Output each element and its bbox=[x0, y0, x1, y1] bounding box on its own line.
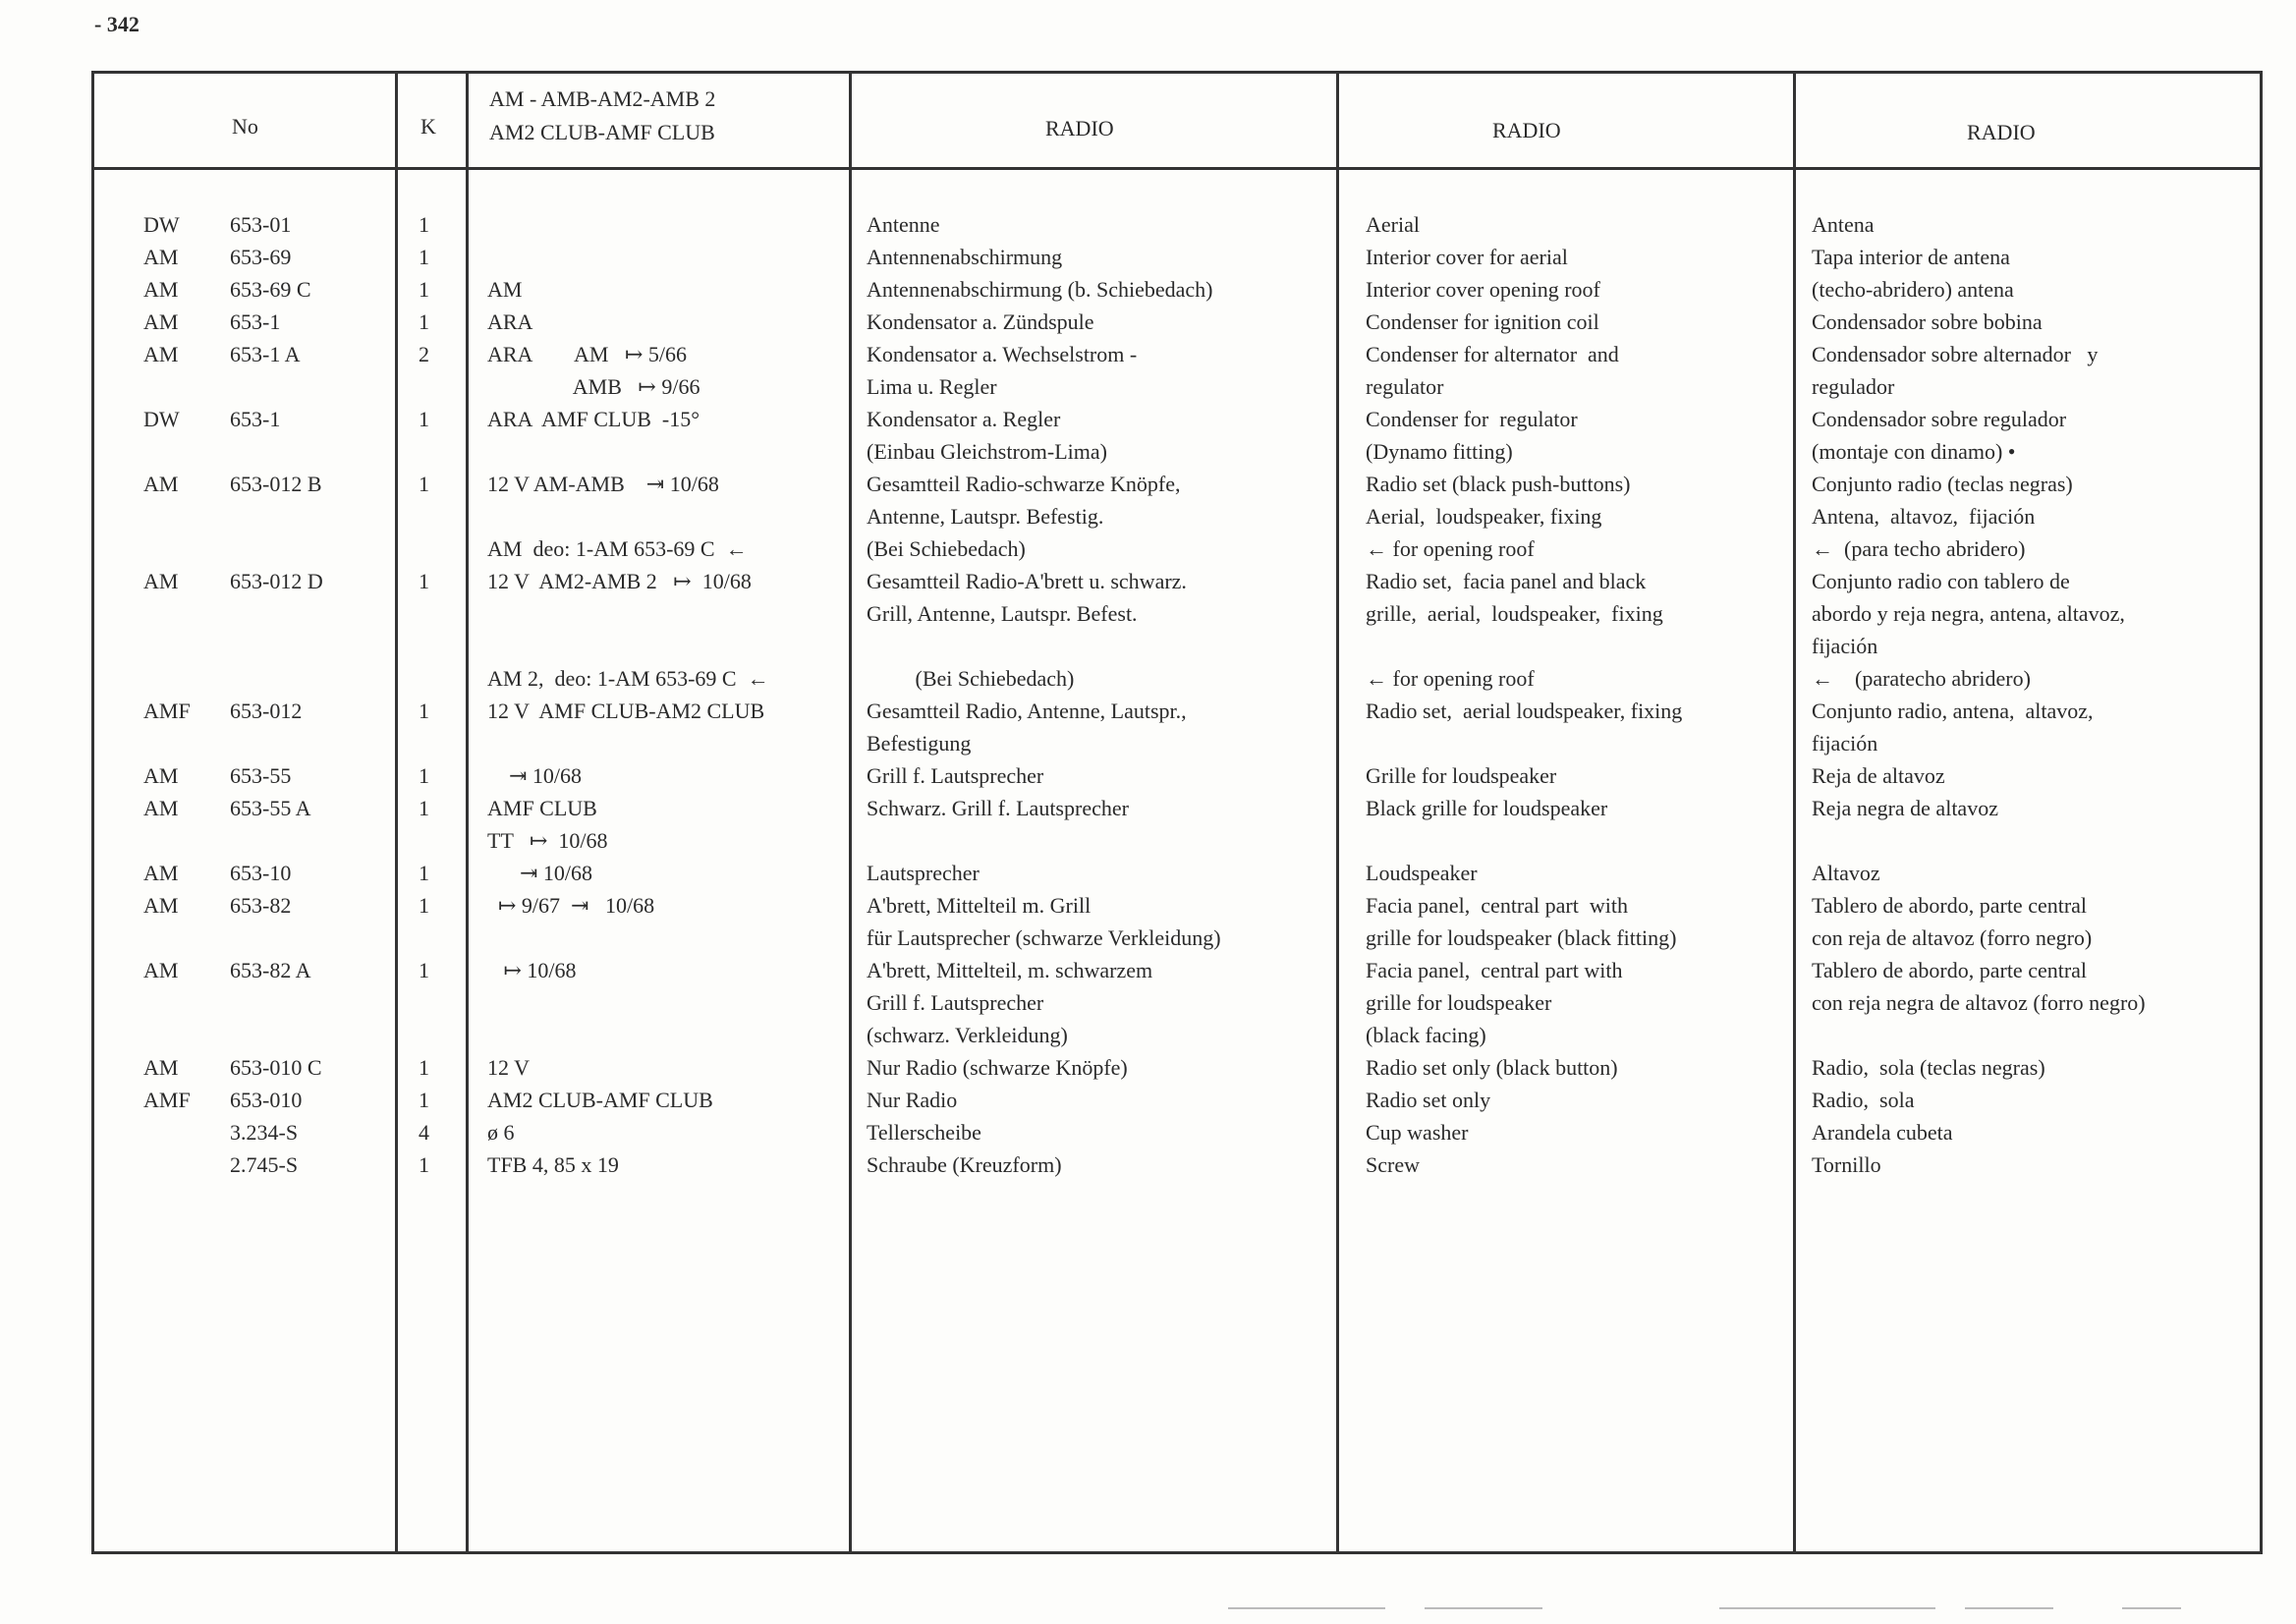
german-description-cell: Antennenabschirmung bbox=[867, 245, 1063, 269]
models-cell: ⇥ 10/68 bbox=[487, 861, 593, 885]
part-number-cell: 653-010 C bbox=[230, 1055, 322, 1080]
quantity-cell: 1 bbox=[419, 763, 429, 788]
prefix-cell: AM bbox=[143, 958, 179, 982]
english-description-cell: Cup washer bbox=[1366, 1120, 1469, 1145]
quantity-cell: 1 bbox=[419, 1088, 429, 1112]
spanish-description-cell: regulador bbox=[1812, 374, 1895, 399]
spanish-description-cell: Radio, sola bbox=[1812, 1088, 1915, 1112]
header-radio-german: RADIO bbox=[1045, 116, 1114, 140]
models-cell: AM bbox=[487, 277, 523, 302]
english-description-cell: grille for loudspeaker (black fitting) bbox=[1366, 925, 1677, 950]
scan-artifact bbox=[1965, 1607, 2053, 1609]
quantity-cell: 1 bbox=[419, 796, 429, 820]
part-number-cell: 653-010 bbox=[230, 1088, 303, 1112]
english-description-cell: Condenser for ignition coil bbox=[1366, 309, 1599, 334]
models-cell: ⇥ 10/68 bbox=[487, 763, 583, 788]
scan-artifact bbox=[1425, 1607, 1542, 1609]
spanish-description-cell: Condensador sobre regulador bbox=[1812, 407, 2067, 431]
column-divider-models-german bbox=[849, 71, 852, 1554]
spanish-description-cell: ← (para techo abridero) bbox=[1812, 536, 2026, 561]
spanish-description-cell: Reja de altavoz bbox=[1812, 763, 1945, 788]
prefix-cell: AMF bbox=[143, 699, 191, 723]
header-k: K bbox=[420, 114, 436, 139]
quantity-cell: 4 bbox=[419, 1120, 429, 1145]
prefix-cell: AM bbox=[143, 796, 179, 820]
scan-artifact bbox=[2122, 1607, 2181, 1609]
prefix-cell: AM bbox=[143, 569, 179, 593]
models-cell: AMF CLUB bbox=[487, 796, 597, 820]
german-description-cell: Nur Radio (schwarze Knöpfe) bbox=[867, 1055, 1128, 1080]
english-description-cell: (Dynamo fitting) bbox=[1366, 439, 1513, 464]
german-description-cell: Antenne bbox=[867, 212, 940, 237]
german-description-cell: Kondensator a. Regler bbox=[867, 407, 1061, 431]
column-divider-k-models bbox=[466, 71, 469, 1554]
models-cell: ARA AM ↦ 5/66 bbox=[487, 342, 688, 366]
german-description-cell: Nur Radio bbox=[867, 1088, 958, 1112]
english-description-cell: ← for opening roof bbox=[1366, 666, 1535, 691]
quantity-cell: 1 bbox=[419, 309, 429, 334]
column-divider-no-k bbox=[395, 71, 398, 1554]
quantity-cell: 1 bbox=[419, 277, 429, 302]
english-description-cell: Radio set, facia panel and black bbox=[1366, 569, 1647, 593]
part-number-cell: 653-1 A bbox=[230, 342, 301, 366]
english-description-cell: grille for loudspeaker bbox=[1366, 990, 1552, 1015]
scan-artifact bbox=[1719, 1607, 1935, 1609]
german-description-cell: Gesamtteil Radio-A'brett u. schwarz. bbox=[867, 569, 1187, 593]
german-description-cell: (Einbau Gleichstrom-Lima) bbox=[867, 439, 1107, 464]
models-cell: 12 V AM2-AMB 2 ↦ 10/68 bbox=[487, 569, 752, 593]
prefix-cell: AM bbox=[143, 763, 179, 788]
spanish-description-cell: (techo-abridero) antena bbox=[1812, 277, 2014, 302]
spanish-description-cell: Radio, sola (teclas negras) bbox=[1812, 1055, 2045, 1080]
prefix-cell: AM bbox=[143, 861, 179, 885]
english-description-cell: Aerial bbox=[1366, 212, 1420, 237]
header-no: No bbox=[232, 114, 258, 139]
german-description-cell: für Lautsprecher (schwarze Verkleidung) bbox=[867, 925, 1221, 950]
english-description-cell: Aerial, loudspeaker, fixing bbox=[1366, 504, 1602, 529]
german-description-cell: Kondensator a. Wechselstrom - bbox=[867, 342, 1138, 366]
part-number-cell: 653-10 bbox=[230, 861, 292, 885]
prefix-cell: DW bbox=[143, 407, 180, 431]
spanish-description-cell: (montaje con dinamo) • bbox=[1812, 439, 2016, 464]
models-cell: AM deo: 1-AM 653-69 C ← bbox=[487, 536, 748, 561]
quantity-cell: 1 bbox=[419, 861, 429, 885]
prefix-cell: AMF bbox=[143, 1088, 191, 1112]
spanish-description-cell: Arandela cubeta bbox=[1812, 1120, 1953, 1145]
scan-artifact bbox=[1228, 1607, 1385, 1609]
spanish-description-cell: Conjunto radio (teclas negras) bbox=[1812, 472, 2073, 496]
german-description-cell: Lima u. Regler bbox=[867, 374, 997, 399]
spanish-description-cell: con reja negra de altavoz (forro negro) bbox=[1812, 990, 2146, 1015]
quantity-cell: 1 bbox=[419, 569, 429, 593]
german-description-cell: Schraube (Kreuzform) bbox=[867, 1152, 1062, 1177]
english-description-cell: Facia panel, central part with bbox=[1366, 958, 1623, 982]
models-cell: ø 6 bbox=[487, 1120, 515, 1145]
part-number-cell: 3.234-S bbox=[230, 1120, 299, 1145]
english-description-cell: Grille for loudspeaker bbox=[1366, 763, 1557, 788]
german-description-cell: Befestigung bbox=[867, 731, 972, 756]
header-separator bbox=[91, 167, 2263, 170]
quantity-cell: 1 bbox=[419, 893, 429, 918]
spanish-description-cell: Altavoz bbox=[1812, 861, 1880, 885]
german-description-cell: Schwarz. Grill f. Lautsprecher bbox=[867, 796, 1129, 820]
english-description-cell: Black grille for loudspeaker bbox=[1366, 796, 1608, 820]
quantity-cell: 1 bbox=[419, 1152, 429, 1177]
models-cell: 12 V AMF CLUB-AM2 CLUB bbox=[487, 699, 765, 723]
german-description-cell: Tellerscheibe bbox=[867, 1120, 981, 1145]
spanish-description-cell: fijación bbox=[1812, 731, 1878, 756]
header-models-line2: AM2 CLUB-AMF CLUB bbox=[489, 120, 715, 144]
header-radio-english: RADIO bbox=[1492, 118, 1561, 142]
part-number-cell: 653-1 bbox=[230, 407, 281, 431]
part-number-cell: 653-012 bbox=[230, 699, 303, 723]
column-divider-english-spanish bbox=[1793, 71, 1796, 1554]
models-cell: ↦ 10/68 bbox=[487, 958, 577, 982]
models-cell: 12 V bbox=[487, 1055, 530, 1080]
english-description-cell: Radio set, aerial loudspeaker, fixing bbox=[1366, 699, 1683, 723]
english-description-cell: Facia panel, central part with bbox=[1366, 893, 1628, 918]
spanish-description-cell: Condensador sobre bobina bbox=[1812, 309, 2043, 334]
spanish-description-cell: abordo y reja negra, antena, altavoz, bbox=[1812, 601, 2125, 626]
spanish-description-cell: Conjunto radio, antena, altavoz, bbox=[1812, 699, 2094, 723]
prefix-cell: AM bbox=[143, 277, 179, 302]
quantity-cell: 1 bbox=[419, 212, 429, 237]
german-description-cell: Antennenabschirmung (b. Schiebedach) bbox=[867, 277, 1213, 302]
german-description-cell: A'brett, Mittelteil m. Grill bbox=[867, 893, 1092, 918]
models-cell: ARA bbox=[487, 309, 533, 334]
german-description-cell: Grill f. Lautsprecher bbox=[867, 763, 1044, 788]
english-description-cell: Interior cover for aerial bbox=[1366, 245, 1568, 269]
prefix-cell: AM bbox=[143, 309, 179, 334]
column-divider-german-english bbox=[1336, 71, 1339, 1554]
header-models-line1: AM - AMB-AM2-AMB 2 bbox=[489, 86, 716, 111]
english-description-cell: Radio set only bbox=[1366, 1088, 1491, 1112]
english-description-cell: Interior cover opening roof bbox=[1366, 277, 1600, 302]
part-number-cell: 653-82 bbox=[230, 893, 292, 918]
english-description-cell: Radio set only (black button) bbox=[1366, 1055, 1618, 1080]
english-description-cell: Radio set (black push-buttons) bbox=[1366, 472, 1631, 496]
english-description-cell: regulator bbox=[1366, 374, 1444, 399]
prefix-cell: AM bbox=[143, 1055, 179, 1080]
models-cell: ARA AMF CLUB -15° bbox=[487, 407, 700, 431]
german-description-cell: Gesamtteil Radio, Antenne, Lautspr., bbox=[867, 699, 1187, 723]
spanish-description-cell: Condensador sobre alternador y bbox=[1812, 342, 2099, 366]
part-number-cell: 653-012 B bbox=[230, 472, 322, 496]
spanish-description-cell: Conjunto radio con tablero de bbox=[1812, 569, 2070, 593]
quantity-cell: 2 bbox=[419, 342, 429, 366]
quantity-cell: 1 bbox=[419, 472, 429, 496]
spanish-description-cell: Tablero de abordo, parte central bbox=[1812, 893, 2088, 918]
english-description-cell: (black facing) bbox=[1366, 1023, 1486, 1047]
english-description-cell: Screw bbox=[1366, 1152, 1420, 1177]
spanish-description-cell: fijación bbox=[1812, 634, 1878, 658]
models-cell: TT ↦ 10/68 bbox=[487, 828, 608, 853]
german-description-cell: Antenne, Lautspr. Befestig. bbox=[867, 504, 1104, 529]
quantity-cell: 1 bbox=[419, 245, 429, 269]
german-description-cell: Lautsprecher bbox=[867, 861, 980, 885]
prefix-cell: AM bbox=[143, 472, 179, 496]
english-description-cell: Condenser for regulator bbox=[1366, 407, 1578, 431]
spanish-description-cell: Tornillo bbox=[1812, 1152, 1881, 1177]
spanish-description-cell: Tablero de abordo, parte central bbox=[1812, 958, 2088, 982]
part-number-cell: 653-69 bbox=[230, 245, 292, 269]
spanish-description-cell: Reja negra de altavoz bbox=[1812, 796, 1998, 820]
quantity-cell: 1 bbox=[419, 1055, 429, 1080]
quantity-cell: 1 bbox=[419, 407, 429, 431]
quantity-cell: 1 bbox=[419, 958, 429, 982]
english-description-cell: Loudspeaker bbox=[1366, 861, 1478, 885]
part-number-cell: 653-82 A bbox=[230, 958, 311, 982]
quantity-cell: 1 bbox=[419, 699, 429, 723]
part-number-cell: 653-1 bbox=[230, 309, 281, 334]
spanish-description-cell: Antena, altavoz, fijación bbox=[1812, 504, 2036, 529]
part-number-cell: 653-01 bbox=[230, 212, 292, 237]
spanish-description-cell: Tapa interior de antena bbox=[1812, 245, 2010, 269]
part-number-cell: 653-69 C bbox=[230, 277, 311, 302]
page-number: - 342 bbox=[94, 12, 140, 36]
english-description-cell: grille, aerial, loudspeaker, fixing bbox=[1366, 601, 1663, 626]
part-number-cell: 653-55 A bbox=[230, 796, 311, 820]
prefix-cell: DW bbox=[143, 212, 180, 237]
prefix-cell: AM bbox=[143, 342, 179, 366]
german-description-cell: Gesamtteil Radio-schwarze Knöpfe, bbox=[867, 472, 1181, 496]
spanish-description-cell: Antena bbox=[1812, 212, 1875, 237]
models-cell: AM 2, deo: 1-AM 653-69 C ← bbox=[487, 666, 769, 691]
models-cell: TFB 4, 85 x 19 bbox=[487, 1152, 619, 1177]
english-description-cell: Condenser for alternator and bbox=[1366, 342, 1619, 366]
header-radio-spanish: RADIO bbox=[1967, 120, 2036, 144]
german-description-cell: Grill f. Lautsprecher bbox=[867, 990, 1044, 1015]
german-description-cell: A'brett, Mittelteil, m. schwarzem bbox=[867, 958, 1153, 982]
german-description-cell: (schwarz. Verkleidung) bbox=[867, 1023, 1068, 1047]
english-description-cell: ← for opening roof bbox=[1366, 536, 1535, 561]
part-number-cell: 653-55 bbox=[230, 763, 292, 788]
prefix-cell: AM bbox=[143, 245, 179, 269]
models-cell: AM2 CLUB-AMF CLUB bbox=[487, 1088, 713, 1112]
german-description-cell: (Bei Schiebedach) bbox=[867, 536, 1026, 561]
part-number-cell: 2.745-S bbox=[230, 1152, 299, 1177]
german-description-cell: Kondensator a. Zündspule bbox=[867, 309, 1094, 334]
models-cell: AMB ↦ 9/66 bbox=[487, 374, 700, 399]
spanish-description-cell: ← (paratecho abridero) bbox=[1812, 666, 2031, 691]
models-cell: ↦ 9/67 ⇥ 10/68 bbox=[487, 893, 655, 918]
spanish-description-cell: con reja de altavoz (forro negro) bbox=[1812, 925, 2093, 950]
models-cell: 12 V AM-AMB ⇥ 10/68 bbox=[487, 472, 719, 496]
german-description-cell: (Bei Schiebedach) bbox=[867, 666, 1075, 691]
german-description-cell: Grill, Antenne, Lautspr. Befest. bbox=[867, 601, 1138, 626]
part-number-cell: 653-012 D bbox=[230, 569, 323, 593]
prefix-cell: AM bbox=[143, 893, 179, 918]
